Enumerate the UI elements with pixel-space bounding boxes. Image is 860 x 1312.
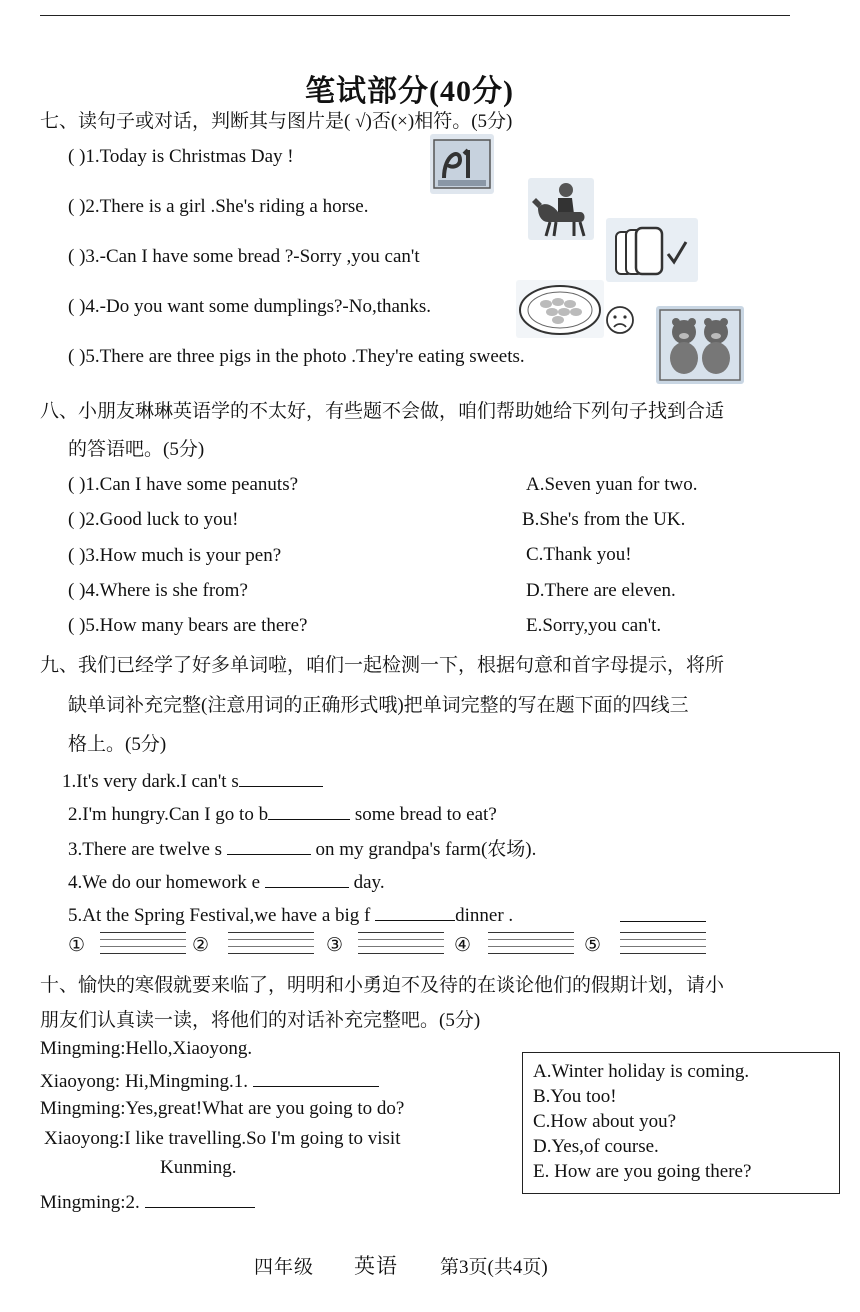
option-d: D.Yes,of course. — [533, 1136, 659, 1157]
section-10-heading-line1: 十、愉快的寒假就要来临了，明明和小勇迫不及待的在谈论他们的假期计划，请小 — [40, 975, 725, 996]
section-9-heading-line1: 九、我们已经学了好多单词啦，咱们一起检测一下，根据句意和首字母提示，将所 — [40, 655, 725, 676]
four-line-grid-2[interactable] — [228, 932, 314, 954]
s9-item-2: 2.I'm hungry.Can I go to b some bread to eat? — [68, 801, 497, 826]
dialogue-line-4: Xiaoyong:I like travelling.So I'm going to visit — [44, 1128, 401, 1149]
s8-answer-c: C.Thank you! — [526, 544, 632, 565]
s8-question-3: ( )3.How much is your pen? — [68, 545, 282, 566]
dialogue-line-2: Xiaoyong: Hi,Mingming.1. — [40, 1068, 379, 1093]
s8-answer-d: D.There are eleven. — [526, 580, 676, 601]
answer-blank-5[interactable] — [375, 902, 455, 921]
two-bears-image — [656, 306, 744, 384]
s8-answer-a: A.Seven yuan for two. — [526, 474, 698, 495]
answer-blank-2[interactable] — [268, 801, 350, 820]
s7-item-1: ( )1.Today is Christmas Day ! — [68, 146, 294, 167]
four-line-grid-5[interactable] — [620, 932, 706, 954]
s9-item-3: 3.There are twelve s on my grandpa's farm(农场). — [68, 834, 536, 861]
s8-question-2: ( )2.Good luck to you! — [68, 509, 239, 530]
s8-answer-e: E.Sorry,you can't. — [526, 615, 662, 636]
footer-grade: 四年级 — [254, 1257, 315, 1278]
page-title: 笔试部分(40分) — [305, 75, 514, 108]
s8-answer-b: B.She's from the UK. — [522, 509, 686, 530]
dialogue-line-5: Kunming. — [160, 1157, 237, 1178]
grid-marker-5: ⑤ — [584, 935, 602, 956]
bread-check-image — [606, 218, 698, 282]
s9-item-4: 4.We do our homework e day. — [68, 869, 385, 894]
option-c: C.How about you? — [533, 1111, 677, 1132]
four-line-grid-1[interactable] — [100, 932, 186, 954]
dialogue-blank-2[interactable] — [145, 1189, 255, 1208]
grid-marker-3: ③ — [326, 935, 344, 956]
section-8-heading-line2: 的答语吧。(5分) — [68, 439, 205, 460]
dialogue-blank-1[interactable] — [253, 1068, 379, 1087]
answer-blank-4[interactable] — [265, 869, 349, 888]
dumplings-plate-image — [516, 280, 604, 338]
section-10-heading-line2: 朋友们认真读一读，将他们的对话补充完整吧。(5分) — [40, 1010, 481, 1031]
s7-item-3: ( )3.-Can I have some bread ?-Sorry ,you can't — [68, 246, 420, 267]
footer-subject: 英语 — [354, 1254, 398, 1278]
writing-line-top — [620, 921, 706, 922]
four-line-grid-3[interactable] — [358, 932, 444, 954]
grid-marker-1: ① — [68, 935, 86, 956]
dialogue-line-6: Mingming:2. — [40, 1189, 255, 1214]
s9-item-1: 1.It's very dark.I can't s — [62, 768, 323, 793]
answer-blank-3[interactable] — [227, 836, 311, 855]
option-a: A.Winter holiday is coming. — [533, 1061, 750, 1082]
section-7-heading: 七、读句子或对话，判断其与图片是( √)否(×)相符。(5分) — [40, 111, 513, 132]
answer-blank-1[interactable] — [239, 768, 323, 787]
s7-item-4: ( )4.-Do you want some dumplings?-No,thanks. — [68, 296, 432, 317]
option-e: E. How are you going there? — [533, 1161, 752, 1182]
grid-marker-2: ② — [192, 935, 210, 956]
footer-page: 第3页(共4页) — [440, 1257, 548, 1278]
dialogue-line-3: Mingming:Yes,great!What are you going to do? — [40, 1098, 405, 1119]
s8-question-5: ( )5.How many bears are there? — [68, 615, 308, 636]
four-line-grid-4[interactable] — [488, 932, 574, 954]
section-9-heading-line2: 缺单词补充完整(注意用词的正确形式哦)把单词完整的写在题下面的四线三 — [68, 695, 689, 716]
grid-marker-4: ④ — [454, 935, 472, 956]
s8-question-1: ( )1.Can I have some peanuts? — [68, 474, 299, 495]
sad-face-icon — [604, 304, 636, 336]
s8-question-4: ( )4.Where is she from? — [68, 580, 248, 601]
s7-item-2: ( )2.There is a girl .She's riding a horse. — [68, 196, 369, 217]
options-box — [522, 1052, 840, 1194]
top-rule — [40, 15, 790, 16]
s9-item-5: 5.At the Spring Festival,we have a big f dinner . — [68, 902, 513, 927]
s7-item-5: ( )5.There are three pigs in the photo .They're eating sweets. — [68, 346, 525, 367]
calendar-61-image — [430, 134, 494, 194]
section-9-heading-line3: 格上。(5分) — [68, 734, 167, 755]
option-b: B.You too! — [533, 1086, 617, 1107]
dialogue-line-1: Mingming:Hello,Xiaoyong. — [40, 1038, 253, 1059]
girl-riding-horse-image — [528, 178, 594, 240]
section-8-heading-line1: 八、小朋友琳琳英语学的不太好，有些题不会做，咱们帮助她给下列句子找到合适 — [40, 401, 725, 422]
